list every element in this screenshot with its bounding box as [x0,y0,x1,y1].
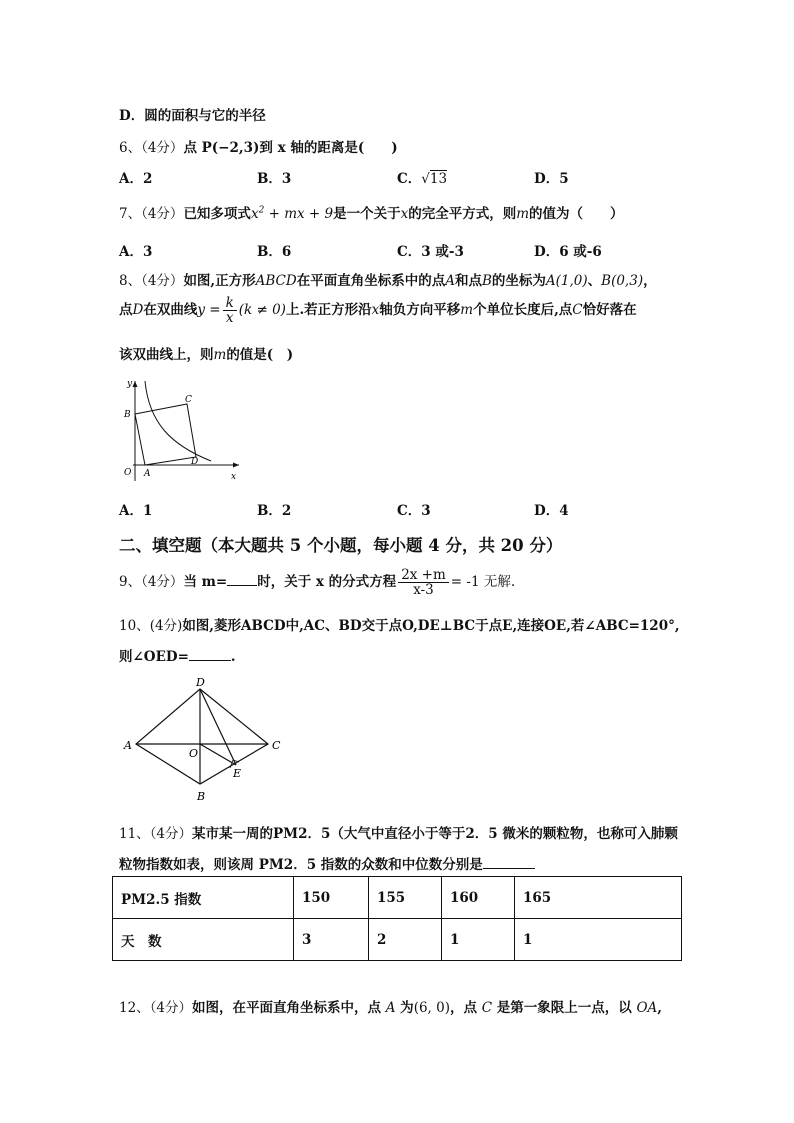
hyperbola-curve [145,381,211,461]
q7-option-d: D．6 或-6 [534,244,602,260]
q10-blank[interactable] [189,660,231,661]
label-b: B [197,790,206,803]
label-c: C [272,739,281,752]
table-cell: 150 [294,877,369,919]
q6-option-d: D．5 [534,171,569,187]
q8-option-a: A．1 [119,503,153,519]
q6-option-c: C．√13 [397,171,448,187]
label-b: B [124,410,131,420]
q8-option-c: C．3 [397,503,431,519]
segment-de [200,689,236,765]
q8-stem-line2: 点D在双曲线y = $\frac{k}{x}$ (k ≠ 0)上.若正方形沿x轴负方向平移m个单位长度后,点C恰好落在 [119,295,637,326]
pm25-table [112,876,682,961]
table-cell: 1 [515,919,682,961]
table-cell: 1 [442,919,515,961]
q6-option-b: B．3 [257,171,292,187]
section-fill-blank-title: 二、填空题（本大题共 5 个小题，每小题 4 分，共 20 分） [119,536,563,555]
q9-blank[interactable] [227,585,257,586]
q8-option-d: D．4 [534,503,569,519]
q8-stem-line3: 该双曲线上，则m的值是( ) [119,347,294,363]
table-row [113,877,682,919]
q10-stem-line1: 10、(4分)如图,菱形ABCD中,AC、BD交于点O,DE⊥BC于点E,连接OE,若∠ABC=120°, [119,618,680,634]
q7-option-c: C．3 或-3 [397,244,464,260]
label-o: O [189,747,199,760]
table-cell: 2 [369,919,442,961]
q6-option-a: A．2 [119,171,153,187]
table-cell: PM2.5 指数 [113,877,294,919]
q9-stem: 9、（4分）当 m= 时，关于 x 的分式方程 $\frac{2x +m}{x-3}$ = -1 无解. [119,567,516,598]
label-a: A [144,469,151,479]
q8-option-b: B．2 [257,503,292,519]
square-abcd [135,404,199,467]
label-d: D [191,457,199,467]
q10-stem-line2: 则∠OED= . [119,649,236,665]
q5-option-d: D．圆的面积与它的半径 [119,108,266,124]
table-cell: 天 数 [113,919,294,961]
table-cell: 165 [515,877,682,919]
q7-option-a: A．3 [119,244,153,260]
table-cell: 155 [369,877,442,919]
x-axis-arrow [233,463,239,468]
label-e: E [233,767,242,780]
q6-stem: 6、（4分）点 P(−2,3)到 x 轴的距离是( ) [119,140,398,156]
q8-figure [115,375,245,483]
q11-stem-line1: 11、（4分）某市某一周的PM2．5（大气中直径小于等于2．5 微米的颗粒物，也称可入肺颗 [119,826,678,842]
label-x: x [231,472,237,482]
q7-option-b: B．6 [257,244,292,260]
y-axis-arrow [133,381,138,387]
table-cell: 160 [442,877,515,919]
q12-stem: 12、（4分）如图，在平面直角坐标系中，点 A 为(6, 0)，点 C 是第一象限上一点，以 OA, [119,1000,662,1016]
q10-figure [118,676,293,806]
q8-stem-line1: 8、（4分）如图,正方形ABCD在平面直角坐标系中的点A和点B的坐标为A(1,0)、B(0,3)， [119,273,657,289]
table-cell: 3 [294,919,369,961]
q7-stem: 7、（4分）已知多项式$x^2$ + mx + 9是一个关于x的完全平方式，则m的值为（ ） [119,205,624,222]
table-row [113,919,682,961]
label-a: A [124,739,132,752]
q11-stem-line2: 粒物指数如表，则该周 PM2．5 指数的众数和中位数分别是 [119,853,535,873]
label-d: D [196,676,205,689]
label-c: C [185,395,192,405]
q11-blank[interactable] [483,868,535,869]
label-y: y [127,379,133,389]
label-o: O [124,468,132,478]
rhombus-abcd [136,689,268,784]
